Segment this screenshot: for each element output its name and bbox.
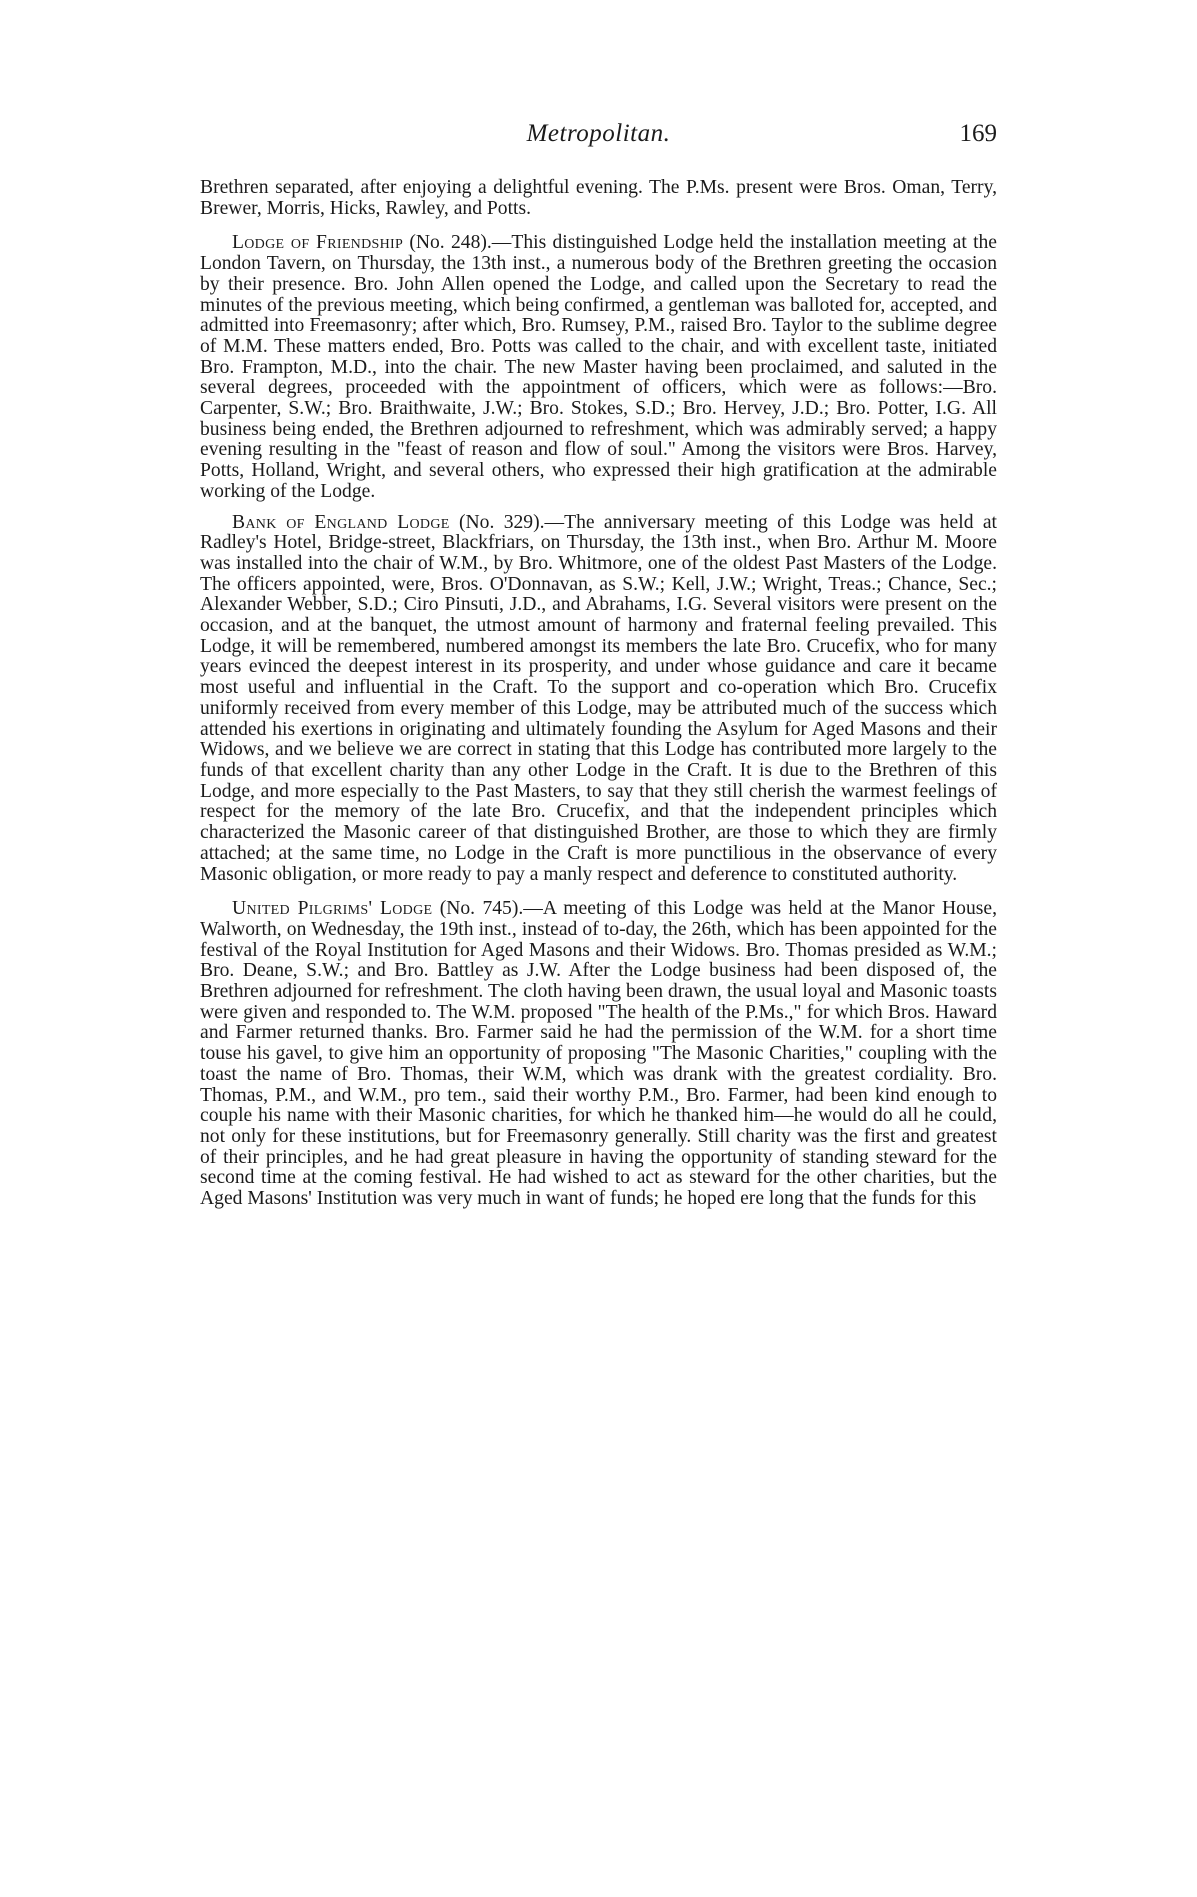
paragraph-lead: Bank of England Lodge bbox=[232, 511, 450, 533]
paragraph-text: (No. 248).—This distinguished Lodge held the installation meeting at the London Tavern, on Thursday, the 13th inst., a numerous body of the Brethren greeting the occasion by their presence. Bro. John Allen opened the Lodge, and called upon the Secretary to read the minutes of the previous meeting, which being confirmed, a gentleman was balloted for, accepted, and admitted into Freemasonry; after which, Bro. Rumsey, P.M., raised Bro. Taylor to the sublime degree of M.M. These matters ended, Bro. Potts was called to the chair, and with excellent taste, initiated Bro. Frampton, M.D., into the chair. The new Master having been proclaimed, and saluted in the several degrees, proceeded with the appointment of officers, which were as follows:—Bro. Carpenter, S.W.; Bro. Braithwaite, J.W.; Bro. Stokes, S.D.; Bro. Hervey, J.D.; Bro. Potter, I.G. All business being ended, the Brethren adjourned to refreshment, which was admirably served; a happy evening resulting in the "feast of reason and flow of soul." Among the visitors were Bros. Harvey, Potts, Holland, Wright, and several others, who expressed their high gratification at the admirable working of the Lodge. bbox=[200, 232, 998, 502]
paragraph-text: Brethren separated, after enjoying a delightful evening. The P.Ms. present were Bros. Oman, Terry, Brewer, Morris, Hicks, Rawley, and Potts. bbox=[200, 177, 997, 219]
article-body bbox=[200, 178, 997, 1210]
paragraph-bank-of-england-lodge bbox=[200, 513, 997, 886]
running-title: Metropolitan. bbox=[526, 120, 671, 147]
paragraph-united-pilgrims-lodge bbox=[200, 899, 997, 1210]
paragraph-lodge-of-friendship bbox=[200, 233, 997, 502]
paragraph-lead: United Pilgrims' Lodge bbox=[232, 898, 433, 920]
paragraph-text: (No. 745).—A meeting of this Lodge was held at the Manor House, Walworth, on Wednesday, the 19th inst., instead of to-day, the 26th, which has been appointed for the festival of the Royal Institution for Aged Masons and their Widows. Bro. Thomas presided as W.M.; Bro. Deane, S.W.; and Bro. Battley as J.W. After the Lodge business had been disposed of, the Brethren adjourned for refreshment. The cloth having been drawn, the usual loyal and Masonic toasts were given and responded to. The W.M. proposed "The health of the P.Ms.," for which Bros. Haward and Farmer returned thanks. Bro. Farmer said he had the permission of the W.M. for a short time touse his gavel, to give him an opportunity of proposing "The Masonic Charities," coupling with the toast the name of Bro. Thomas, their W.M, which was drank with the greatest cordiality. Bro. Thomas, P.M., and W.M., pro tem., said their worthy P.M., Bro. Farmer, had been kind enough to couple his name with their Masonic charities, for which he thanked him—he would do all he could, not only for these institutions, but for Freemasonry generally. Still charity was the first and greatest of their principles, and he had great pleasure in having the opportunity of standing steward for the second time at the coming festival. He had wished to act as steward for the other charities, but the Aged Masons' Institution was very much in want of funds; he hoped ere long that the funds for this bbox=[200, 898, 997, 1210]
paragraph-lead: Lodge of Friendship bbox=[232, 232, 404, 254]
running-head bbox=[200, 120, 997, 160]
paragraph-text: (No. 329).—The anniversary meeting of this Lodge was held at Radley's Hotel, Bridge-street, Blackfriars, on Thursday, the 13th inst., when Bro. Arthur M. Moore was installed into the chair of W.M., by Bro. Whitmore, one of the oldest Past Masters of the Lodge. The officers appointed, were, Bros. O'Donnavan, as S.W.; Kell, J.W.; Wright, Treas.; Chance, Sec.; Alexander Webber, S.D.; Ciro Pinsuti, J.D., and Abrahams, I.G. Several visitors were present on the occasion, and at the banquet, the utmost amount of harmony and fraternal feeling prevailed. This Lodge, it will be remembered, numbered amongst its members the late Bro. Crucefix, who for many years evinced the deepest interest in its prosperity, and under whose guidance and care it became most useful and influential in the Craft. To the support and co-operation which Bro. Crucefix uniformly received from every member of this Lodge, may be attributed much of the success which attended his exertions in originating and ultimately founding the Asylum for Aged Masons and their Widows, and we believe we are correct in stating that this Lodge has contributed more largely to the funds of that excellent charity than any other Lodge in the Craft. It is due to the Brethren of this Lodge, and more especially to the Past Masters, to say that they still cherish the warmest feelings of respect for the memory of the late Bro. Crucefix, and that the independent principles which characterized the Masonic career of that distinguished Brother, are those to which they are firmly attached; at the same time, no Lodge in the Craft is more punctilious in the observance of every Masonic obligation, or more ready to pay a manly respect and deference to constituted authority. bbox=[200, 511, 997, 885]
page-number: 169 bbox=[959, 120, 997, 147]
paragraph-continuation bbox=[200, 178, 997, 219]
